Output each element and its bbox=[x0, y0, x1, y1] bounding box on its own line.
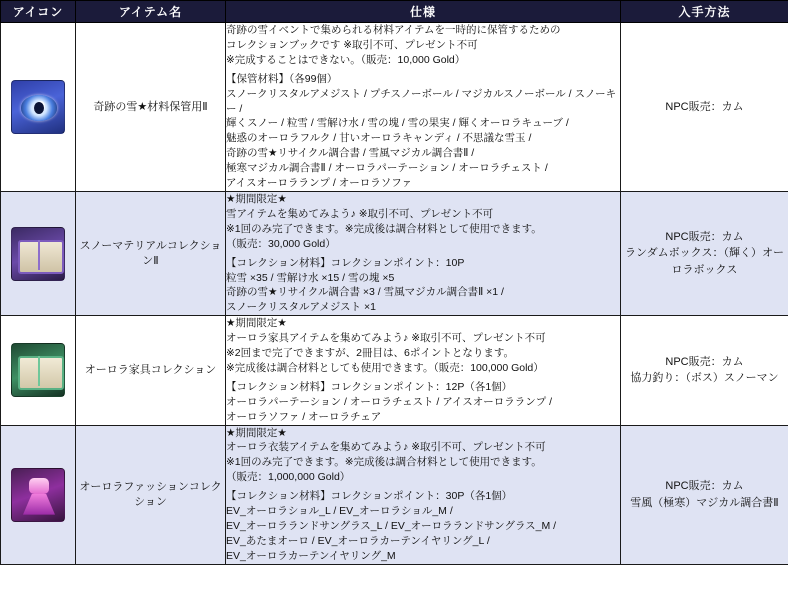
spec-line: ★期間限定★ bbox=[226, 426, 287, 439]
table-header bbox=[1, 1, 788, 23]
magenta-dress-icon bbox=[11, 468, 65, 522]
spec-line: 極寒マジカル調合書Ⅱ / オーロラパーテーション / オーロラチェスト / bbox=[226, 162, 548, 175]
spec-line: 【コレクション材料】コレクションポイント：30P（各1個） bbox=[226, 490, 513, 503]
acquisition-line: NPC販売：カム bbox=[665, 100, 744, 113]
spec-line: EV_オーロラランドサングラス_L / EV_オーロラランドサングラス_M / bbox=[226, 520, 557, 532]
item-icon-cell bbox=[1, 23, 76, 192]
item-icon-cell bbox=[1, 425, 76, 564]
item-spec-cell bbox=[226, 23, 621, 192]
spec-line: ※完成することはできない。（販売：10,000 Gold） bbox=[226, 53, 466, 66]
spec-line: 輝くスノー / 粒雪 / 雪解け水 / 雪の塊 / 雪の果実 / 輝くオーロラキューブ / bbox=[226, 117, 569, 130]
item-spec-cell bbox=[226, 316, 621, 425]
spec-line: ※完成後は調合材料としても使用できます。（販売：100,000 Gold） bbox=[226, 361, 544, 374]
item-name-cell: 奇跡の雪★材料保管用Ⅱ bbox=[76, 23, 226, 192]
column-header-item-name: アイテム名 bbox=[76, 1, 226, 23]
item-name-cell: スノーマテリアルコレクションⅡ bbox=[76, 191, 226, 315]
item-name-cell: オーロラ家具コレクション bbox=[76, 316, 226, 425]
acquisition-line: NPC販売：カム bbox=[665, 230, 744, 243]
spec-line: EV_オーロラショル_L / EV_オーロラショル_M / bbox=[226, 505, 453, 518]
spec-line: ※2回まで完了できますが、2冊目は、6ポイントとなります。 bbox=[226, 347, 514, 360]
spec-line: ★期間限定★ bbox=[226, 317, 287, 330]
table-header-row bbox=[1, 1, 788, 23]
acquisition-line: NPC販売：カム bbox=[665, 480, 744, 493]
item-acquisition-cell bbox=[621, 425, 788, 564]
table-row bbox=[1, 425, 788, 564]
column-header-icon: アイコン bbox=[1, 1, 76, 23]
spec-line: コレクションブックです ※取引不可、プレゼント不可 bbox=[226, 38, 478, 51]
item-acquisition-cell bbox=[621, 316, 788, 425]
item-spec-cell bbox=[226, 191, 621, 315]
item-icon-cell bbox=[1, 316, 76, 425]
acquisition-line: 雪風（極寒）マジカル調合書Ⅱ bbox=[630, 496, 779, 509]
spec-line: 奇跡の雪★リサイクル調合書 / 雪風マジカル調合書Ⅱ / bbox=[226, 147, 475, 160]
spec-line: ★期間限定★ bbox=[226, 192, 287, 205]
spec-line: 奇跡の雪★リサイクル調合書 ×3 / 雪風マジカル調合書Ⅱ ×1 / bbox=[226, 286, 504, 299]
item-name-cell: オーロラファッションコレクション bbox=[76, 425, 226, 564]
spec-line: オーロラソファ / オーロラチェア bbox=[226, 410, 382, 423]
spec-line: EV_オーロラカーテンイヤリング_M bbox=[226, 549, 396, 562]
spec-line: （販売：30,000 Gold） bbox=[226, 237, 336, 250]
spec-line: 【保管材料】（各99個） bbox=[226, 72, 338, 85]
acquisition-line: 協力釣り：（ボス）スノーマン bbox=[630, 372, 779, 385]
column-header-spec: 仕様 bbox=[226, 1, 621, 23]
green-book-icon bbox=[11, 343, 65, 397]
item-spec-cell bbox=[226, 425, 621, 564]
spec-line: アイスオーロラランプ / オーロラソファ bbox=[226, 177, 412, 190]
spec-line: 【コレクション材料】コレクションポイント：10P bbox=[226, 256, 465, 269]
purple-book-icon bbox=[11, 227, 65, 281]
spec-line: 粒雪 ×35 / 雪解け水 ×15 / 雪の塊 ×5 bbox=[226, 271, 395, 284]
table-body bbox=[1, 23, 788, 565]
spec-line: オーロラパーテーション / オーロラチェスト / アイスオーロラランプ / bbox=[226, 395, 553, 408]
spec-line: 奇跡の雪イベントで集められる材料アイテムを一時的に保管するための bbox=[226, 24, 561, 36]
spec-line: （販売：1,000,000 Gold） bbox=[226, 471, 351, 484]
table-row bbox=[1, 191, 788, 315]
blue-eye-gem-icon bbox=[11, 80, 65, 134]
spec-line: スノークリスタルアメジスト ×1 bbox=[226, 301, 376, 314]
item-icon-cell bbox=[1, 191, 76, 315]
acquisition-line: ランダムボックス：（輝く）オーロラボックス bbox=[625, 247, 784, 276]
spec-line: スノークリスタルアメジスト / プチスノーボール / マジカルスノーボール / スノーキー / bbox=[226, 87, 617, 115]
acquisition-line: NPC販売：カム bbox=[665, 355, 744, 368]
spec-line: オーロラ衣装アイテムを集めてみよう♪ ※取引不可、プレゼント不可 bbox=[226, 441, 546, 454]
spec-line: オーロラ家具アイテムを集めてみよう♪ ※取引不可、プレゼント不可 bbox=[226, 332, 546, 345]
spec-line: ※1回のみ完了できます。※完成後は調合材料として使用できます。 bbox=[226, 222, 542, 235]
spec-line: 魅惑のオーロラフルク / 甘いオーロラキャンディ / 不思議な雪玉 / bbox=[226, 132, 532, 145]
column-header-acquisition: 入手方法 bbox=[621, 1, 788, 23]
item-acquisition-cell bbox=[621, 23, 788, 192]
item-acquisition-cell bbox=[621, 191, 788, 315]
table-row bbox=[1, 316, 788, 425]
spec-line: 雪アイテムを集めてみよう♪ ※取引不可、プレゼント不可 bbox=[226, 207, 494, 220]
spec-line: ※1回のみ完了できます。※完成後は調合材料として使用できます。 bbox=[226, 456, 542, 469]
table-row bbox=[1, 23, 788, 192]
spec-line: 【コレクション材料】コレクションポイント：12P（各1個） bbox=[226, 380, 513, 393]
spec-line: EV_あたまオーロ / EV_オーロラカーテンイヤリング_L / bbox=[226, 534, 490, 547]
